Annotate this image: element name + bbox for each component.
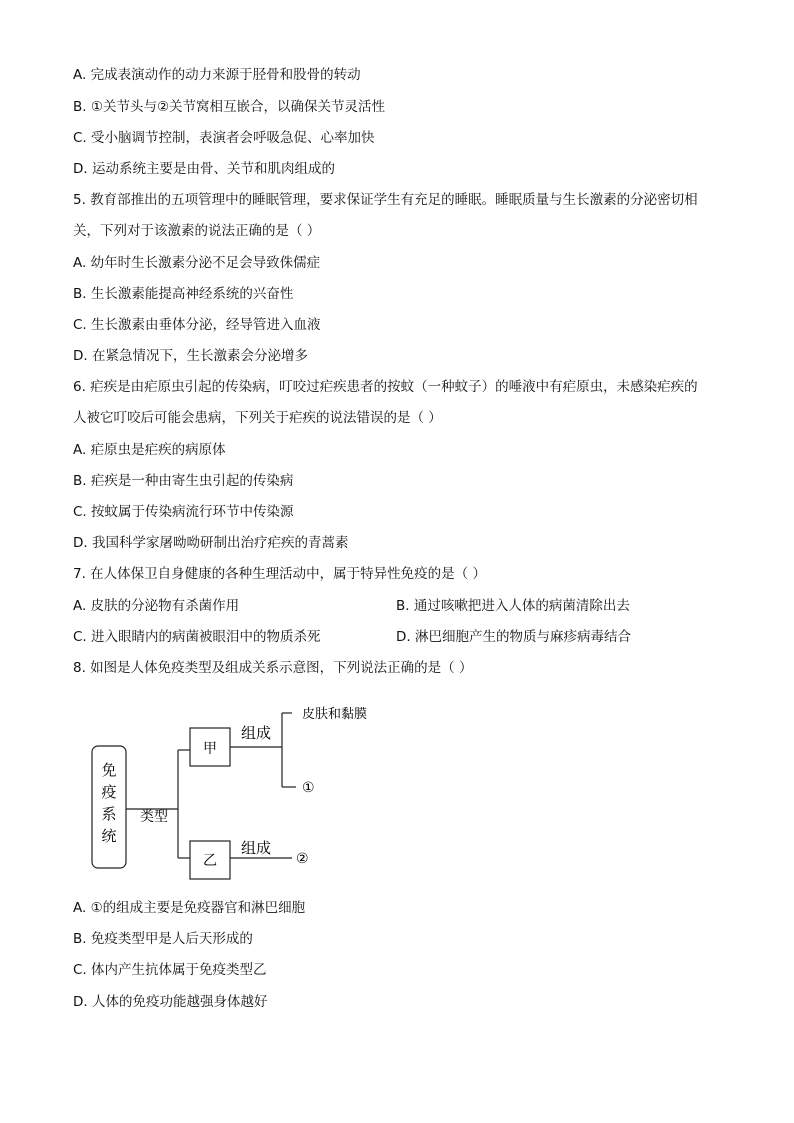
- q6-option-d: D. 我国科学家屠呦呦研制出治疗疟疾的青蒿素: [73, 535, 349, 551]
- q7-option-c: C. 进入眼睛内的病菌被眼泪中的物质杀死: [73, 629, 321, 645]
- mark-1: ①: [302, 780, 315, 796]
- compose-label-b: 组成: [240, 839, 272, 857]
- q7-option-a: A. 皮肤的分泌物有杀菌作用: [73, 598, 240, 614]
- q5-option-a: A. 幼年时生长激素分泌不足会导致侏儒症: [73, 255, 321, 271]
- mark-2: ②: [296, 851, 309, 867]
- q5-option-b: B. 生长激素能提高神经系统的兴奋性: [73, 286, 294, 302]
- system-char-4: 统: [101, 827, 117, 845]
- q4-option-c: C. 受小脑调节控制，表演者会呼吸急促、心率加快: [73, 130, 375, 146]
- q7-option-d: D. 淋巴细胞产生的物质与麻疹病毒结合: [396, 629, 631, 645]
- q6-stem-line2: 人被它叮咬后可能会患病，下列关于疟疾的说法错误的是（ ）: [73, 410, 442, 426]
- box-yi-label: 乙: [203, 853, 217, 869]
- q8-option-d: D. 人体的免疫功能越强身体越好: [73, 994, 268, 1010]
- q4-option-b: B. ①关节头与②关节窝相互嵌合，以确保关节灵活性: [73, 99, 386, 115]
- q4-option-d: D. 运动系统主要是由骨、关节和肌肉组成的: [73, 161, 335, 177]
- q6-stem-line1: 6. 疟疾是由疟原虫引起的传染病，叮咬过疟疾患者的按蚊（一种蚊子）的唾液中有疟原虫，未感染疟疾的: [73, 379, 698, 395]
- system-char-1: 免: [101, 761, 117, 779]
- box-jia-label: 甲: [203, 741, 217, 757]
- q8-option-c: C. 体内产生抗体属于免疫类型乙: [73, 962, 267, 978]
- type-label: 类型: [140, 809, 168, 825]
- immune-system-diagram: [80, 695, 400, 885]
- q7-stem: 7. 在人体保卫自身健康的各种生理活动中，属于特异性免疫的是（ ）: [73, 566, 486, 582]
- q6-option-c: C. 按蚊属于传染病流行环节中传染源: [73, 504, 294, 520]
- q6-option-b: B. 疟疾是一种由寄生虫引起的传染病: [73, 473, 294, 489]
- q7-option-b: B. 通过咳嗽把进入人体的病菌清除出去: [396, 598, 630, 614]
- q8-option-a: A. ①的组成主要是免疫器官和淋巴细胞: [73, 900, 306, 916]
- compose-label-a: 组成: [240, 724, 272, 742]
- skin-label: 皮肤和黏膜: [302, 707, 368, 722]
- q5-stem-line2: 关，下列对于该激素的说法正确的是（ ）: [73, 223, 321, 239]
- system-char-3: 系: [101, 805, 117, 823]
- q5-option-c: C. 生长激素由垂体分泌，经导管进入血液: [73, 317, 321, 333]
- q8-option-b: B. 免疫类型甲是人后天形成的: [73, 931, 253, 947]
- q5-option-d: D. 在紧急情况下，生长激素会分泌增多: [73, 348, 308, 364]
- q4-option-a: A. 完成表演动作的动力来源于胫骨和股骨的转动: [73, 67, 361, 83]
- q8-stem: 8. 如图是人体免疫类型及组成关系示意图，下列说法正确的是（ ）: [73, 660, 473, 676]
- q6-option-a: A. 疟原虫是疟疾的病原体: [73, 442, 226, 458]
- system-char-2: 疫: [101, 783, 117, 801]
- q5-stem-line1: 5. 教育部推出的五项管理中的睡眠管理，要求保证学生有充足的睡眠。睡眠质量与生长激素的分泌密切相: [73, 192, 698, 208]
